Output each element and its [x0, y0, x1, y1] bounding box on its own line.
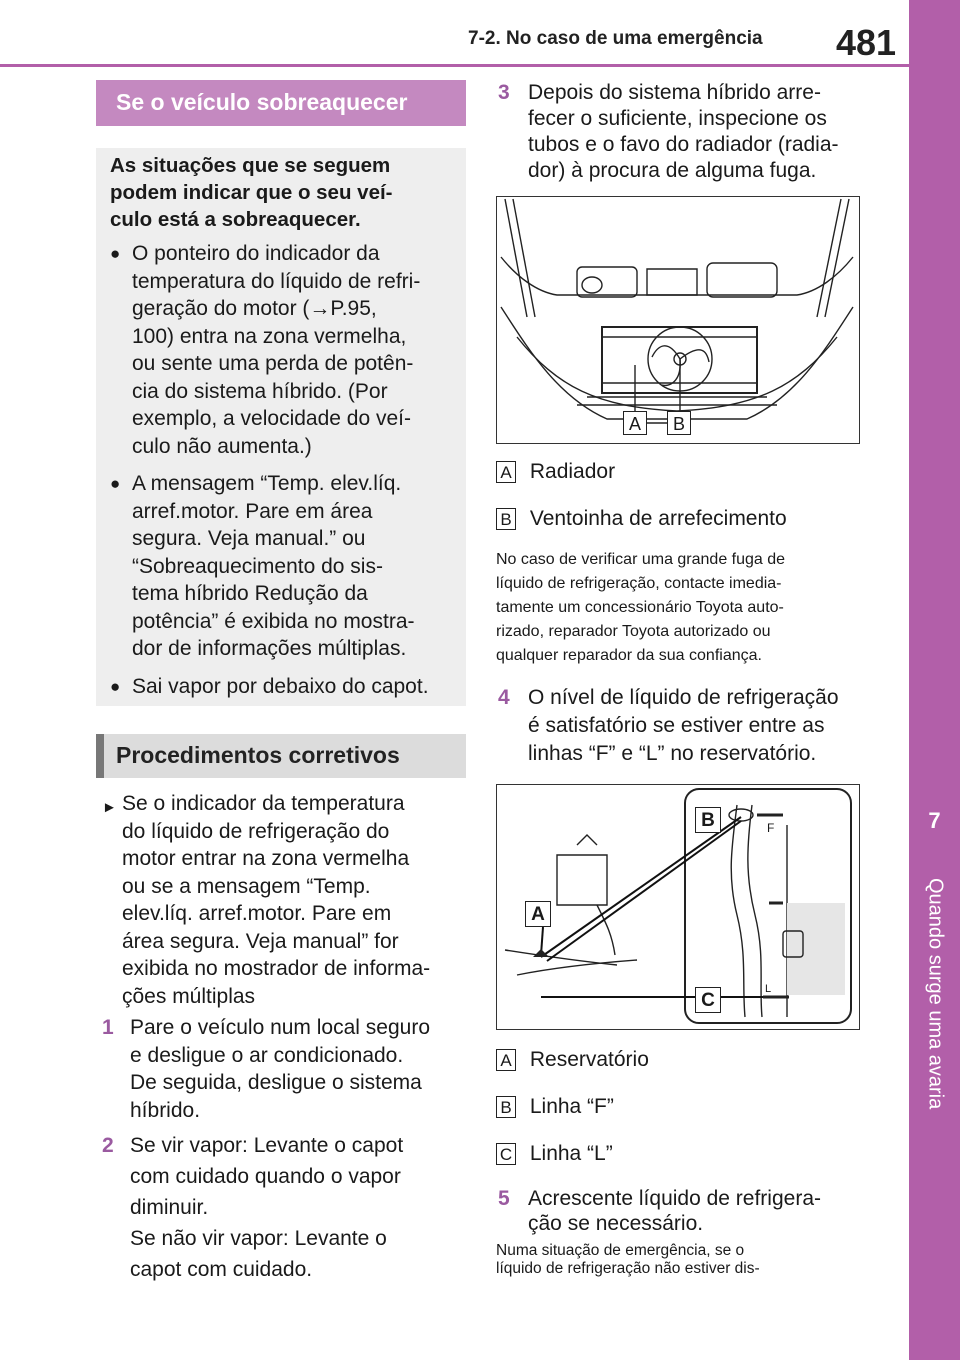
bullet-line: “Sobreaquecimento do sis-	[132, 554, 383, 578]
legend-item	[496, 458, 866, 492]
step-line: Se vir vapor: Levante o capot	[130, 1134, 404, 1157]
l-mark: L	[765, 983, 772, 995]
bullet-line: A mensagem “Temp. elev.líq.	[132, 472, 402, 495]
intro-line: As situações que se seguem	[110, 154, 391, 177]
bullet-line: cia do sistema híbrido. (Por	[132, 379, 388, 403]
step-line: linhas “F” e “L” no reservatório.	[528, 742, 817, 765]
note-line: líquido de refrigeração não estiver dis-	[496, 1260, 760, 1277]
legend-text: Linha “F”	[529, 1095, 614, 1118]
arrow-line: exibida no mostrador de informa-	[122, 957, 431, 980]
step-line: e desligue o ar condicionado.	[130, 1043, 404, 1067]
bullet-item	[110, 673, 460, 701]
fig1-legend	[496, 458, 866, 539]
f-mark: F	[767, 821, 775, 835]
header-divider	[0, 64, 910, 67]
callout-label-c: C	[695, 987, 721, 1013]
step-number: 3	[498, 81, 510, 104]
bullet-line: potência” é exibida no mostra-	[132, 609, 415, 633]
step-number: 4	[498, 686, 510, 709]
page-number: 481	[836, 22, 897, 63]
arrow-line: motor entrar na zona vermelha	[122, 847, 410, 870]
legend-item	[496, 1046, 866, 1080]
heading-procedures: Procedimentos corretivos	[96, 734, 466, 778]
note-line: tamente um concessionário Toyota auto-	[496, 599, 784, 616]
step-line: fecer o suficiente, inspecione os	[528, 107, 827, 130]
bullet-line: O ponteiro do indicador da	[132, 242, 380, 265]
bullet-line: dor de informações múltiplas.	[132, 637, 407, 660]
arrow-line: elev.líq. arref.motor. Pare em	[122, 902, 392, 925]
legend-key: A	[496, 461, 516, 483]
arrow-line: ou se a mensagem “Temp.	[122, 874, 371, 898]
bullet-line: arref.motor. Pare em área	[132, 499, 373, 523]
note-line: No caso de verificar uma grande fuga de	[496, 551, 786, 568]
note-line: líquido de refrigeração, contacte imedia-	[496, 575, 782, 592]
arrow-line: área segura. Veja manual” for	[122, 929, 399, 953]
fig2-legend	[496, 1046, 866, 1174]
bullet-dot-icon: ●	[110, 244, 121, 263]
bullet-line: Sai vapor por debaixo do capot.	[132, 674, 429, 698]
step-line: capot com cuidado.	[130, 1258, 313, 1281]
legend-key: A	[496, 1049, 516, 1071]
bullet-line: 100) entra na zona vermelha,	[132, 324, 407, 348]
note-line: Numa situação de emergência, se o	[496, 1242, 745, 1259]
intro-line: podem indicar que o seu veí-	[110, 181, 393, 204]
chapter-number: 7	[928, 808, 941, 833]
arrow-line: do líquido de refrigeração do	[122, 819, 390, 843]
section-title: 7-2. No caso de uma emergência	[468, 28, 763, 49]
heading-overheat: Se o veículo sobreaquecer	[96, 80, 466, 126]
legend-item	[496, 1093, 866, 1127]
step-number: 1	[102, 1016, 114, 1039]
legend-text: Ventoinha de arrefecimento	[529, 507, 787, 530]
legend-item	[496, 505, 866, 539]
legend-text: Radiador	[529, 460, 616, 483]
note-emergency	[496, 1242, 860, 1278]
note-leak	[496, 548, 860, 668]
bullet-line: temperatura do líquido de refri-	[132, 269, 421, 293]
bullet-line: tema híbrido Redução da	[132, 582, 368, 605]
engine-bay-illustration	[496, 196, 860, 444]
step-line: dor) à procura de alguma fuga.	[528, 159, 817, 182]
legend-key: B	[496, 1096, 516, 1118]
step-1	[100, 1014, 466, 1124]
bullet-line: exemplo, a velocidade do veí-	[132, 407, 411, 430]
step-3	[496, 80, 866, 184]
note-line: rizado, reparador Toyota autorizado ou	[496, 623, 771, 640]
step-line: Depois do sistema híbrido arre-	[528, 81, 821, 104]
note-line: qualquer reparador da sua confiança.	[496, 647, 762, 664]
bullet-line: culo não aumenta.)	[132, 434, 312, 458]
callout-label-b: B	[695, 807, 721, 833]
step-line: é satisfatório se estiver entre as	[528, 714, 825, 737]
legend-key: C	[496, 1143, 516, 1165]
bullet-line: segura. Veja manual.” ou	[132, 527, 366, 550]
bullet-item	[110, 240, 460, 460]
bullet-dot-icon: ●	[110, 474, 121, 493]
chapter-title-text: Quando surge uma avaria	[924, 878, 947, 1110]
step-2	[100, 1130, 466, 1285]
step-5	[496, 1186, 866, 1236]
step-number: 5	[498, 1187, 510, 1210]
reservoir-illustration	[496, 784, 860, 1030]
step-line: De seguida, desligue o sistema	[130, 1071, 422, 1094]
reservoir-drawing	[497, 785, 858, 1028]
step-line: tubos e o favo do radiador (radia-	[528, 133, 839, 156]
step-4	[496, 684, 866, 768]
callout-label-a: A	[525, 901, 551, 927]
intro-line: culo está a sobreaquecer.	[110, 208, 361, 231]
arrow-line: Se o indicador da temperatura	[122, 792, 405, 815]
legend-text: Linha “L”	[529, 1142, 613, 1165]
arrow-item	[100, 790, 466, 1010]
legend-text: Reservatório	[529, 1048, 649, 1071]
chapter-title	[912, 878, 958, 1178]
step-number: 2	[102, 1134, 114, 1157]
bullet-line: ou sente uma perda de potên-	[132, 352, 414, 375]
step-line: O nível de líquido de refrigeração	[528, 686, 839, 709]
triangle-arrow-icon: ►	[102, 799, 117, 816]
callout-label-b: B	[667, 411, 691, 435]
info-intro	[110, 152, 460, 233]
bullet-list	[110, 240, 460, 700]
legend-key: B	[496, 508, 516, 530]
step-line: híbrido.	[130, 1098, 201, 1122]
arrow-line: ções múltiplas	[122, 984, 256, 1008]
callout-label-a: A	[623, 411, 647, 435]
step-line: ção se necessário.	[528, 1212, 704, 1235]
step-line: com cuidado quando o vapor	[130, 1165, 401, 1188]
step-line: Se não vir vapor: Levante o	[130, 1227, 387, 1250]
legend-item	[496, 1140, 866, 1174]
bullet-line: geração do motor (→P.95,	[132, 297, 377, 320]
bullet-dot-icon: ●	[110, 676, 121, 696]
engine-bay-drawing	[497, 197, 858, 442]
step-line: Pare o veículo num local seguro	[130, 1016, 430, 1039]
step-line: Acrescente líquido de refrigera-	[528, 1187, 821, 1210]
bullet-item	[110, 470, 460, 663]
step-line: diminuir.	[130, 1196, 209, 1219]
